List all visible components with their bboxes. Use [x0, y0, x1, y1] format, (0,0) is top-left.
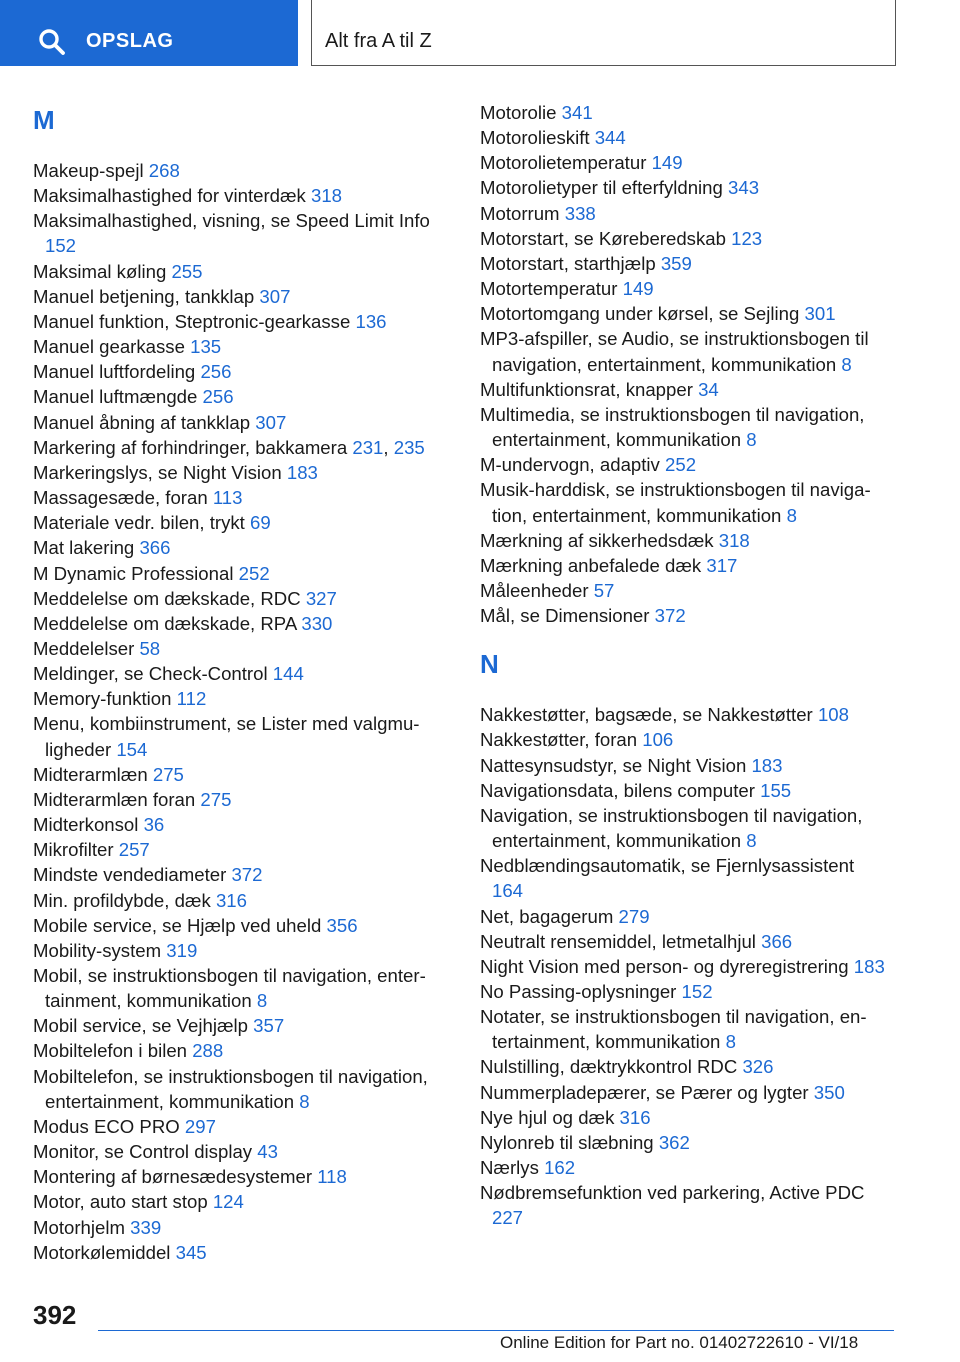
page-reference-link[interactable]: 36 — [143, 814, 165, 836]
page-reference-link[interactable]: 123 — [731, 227, 763, 249]
page-reference-link[interactable]: 279 — [618, 905, 650, 927]
index-entry-text: Motorrum — [480, 202, 560, 224]
index-entry — [33, 837, 443, 862]
index-entry — [480, 1155, 890, 1180]
index-entry-text: Nye hjul og dæk — [480, 1106, 615, 1128]
page-reference-link[interactable]: 257 — [118, 839, 150, 861]
index-entry — [480, 803, 890, 853]
index-entry — [480, 201, 890, 226]
index-entry — [33, 611, 443, 636]
index-entry — [480, 1080, 890, 1105]
index-letter-m: M — [33, 105, 55, 135]
page-reference-link[interactable]: 318 — [311, 185, 343, 207]
index-entry — [33, 862, 443, 887]
index-entry-text: Motorolietyper til efterfyldning — [480, 177, 723, 199]
index-entry — [33, 913, 443, 938]
index-entry — [480, 251, 890, 276]
page-reference-link[interactable]: 316 — [619, 1106, 651, 1128]
index-entry-text: Manuel åbning af tankklap — [33, 411, 251, 433]
index-entry-text: Måleenheder — [480, 579, 589, 601]
index-entry-text: Min. profildybde, dæk — [33, 889, 211, 911]
page-reference-link[interactable]: 359 — [660, 252, 692, 274]
index-entry-text: Motorstart, starthjælp — [480, 252, 656, 274]
page-reference-link[interactable]: 227 — [492, 1207, 524, 1229]
index-entries-n — [480, 702, 890, 1230]
index-entry — [480, 452, 890, 477]
index-entries-m-continued — [480, 100, 890, 628]
index-entry — [480, 904, 890, 929]
page-reference-link[interactable]: 183 — [853, 955, 885, 977]
search-tab-label: OPSLAG — [86, 30, 174, 52]
index-entry — [480, 377, 890, 402]
page-reference-link[interactable]: 350 — [813, 1081, 845, 1103]
index-entry — [33, 1013, 443, 1038]
index-entry-text: Manuel luftmængde — [33, 386, 198, 408]
page-reference-link[interactable]: 316 — [215, 889, 247, 911]
index-entry-text: Makeup-spejl — [33, 160, 144, 181]
page-reference-link[interactable]: 297 — [184, 1115, 216, 1137]
index-entry — [33, 762, 443, 787]
index-entry-text: Meddelelser — [33, 637, 135, 659]
page-reference-link[interactable]: 339 — [130, 1216, 162, 1238]
index-entry-text: Navigation, se instruktionsbogen til navigation, entertainment, kommunikation — [480, 804, 863, 852]
index-entry-text: Night Vision med person- og dyreregistrering — [480, 955, 849, 977]
index-letter-n: N — [480, 649, 499, 680]
page-reference-link[interactable]: 124 — [212, 1191, 244, 1213]
page-reference-link[interactable]: 341 — [561, 102, 593, 123]
page-reference-link[interactable]: 58 — [139, 637, 161, 659]
page-reference-link[interactable]: 8 — [786, 504, 797, 526]
page-reference-link[interactable]: 317 — [706, 554, 738, 576]
index-entry-text: Nattesynsudstyr, se Night Vision — [480, 754, 747, 776]
index-entry-text: Mindste vendediameter — [33, 864, 227, 886]
index-entry-text: Midterkonsol — [33, 814, 139, 836]
index-entry-text: Maksimalhastighed for vinterdæk — [33, 185, 306, 207]
index-entry — [33, 460, 443, 485]
index-entry — [480, 402, 890, 452]
page-reference-link[interactable]: 108 — [817, 704, 849, 726]
page-reference-link[interactable]: 8 — [746, 429, 757, 451]
index-entry — [480, 1130, 890, 1155]
index-entry-text: Midterarmlæn foran — [33, 788, 196, 810]
index-entry — [33, 1064, 443, 1114]
index-entry — [480, 553, 890, 578]
index-entry — [480, 477, 890, 527]
index-entry-text: Nødbremsefunktion ved parkering, Active PDC — [480, 1182, 865, 1204]
page-reference-link[interactable]: 43 — [257, 1141, 278, 1163]
index-entry-text: Mærkning anbefalede dæk — [480, 554, 702, 576]
index-entry-text: MP3-afspiller, se Audio, se instruktionsbogen til navigation, entertainment, kommunikation — [480, 328, 869, 375]
page-reference-link[interactable]: 34 — [698, 378, 719, 400]
page-reference-link[interactable]: 57 — [593, 579, 615, 601]
index-entry-text: Mikrofilter — [33, 839, 114, 861]
page-reference-link[interactable]: 112 — [176, 688, 207, 710]
page-reference-link[interactable]: 357 — [253, 1015, 285, 1037]
index-entry-text: Nummerpladepærer, se Pærer og lygter — [480, 1081, 809, 1103]
index-entry-text: Motorolieskift — [480, 127, 590, 149]
page-reference-link[interactable]: 338 — [564, 202, 596, 224]
index-entry-text: Mobil, se instruktionsbogen til navigation, entertainment, kommunikation — [33, 965, 426, 1012]
index-entry-text: Mobiltelefon i bilen — [33, 1040, 188, 1062]
index-entry — [33, 561, 443, 586]
index-entry — [480, 853, 890, 903]
index-entry — [480, 778, 890, 803]
index-entry — [33, 636, 443, 661]
page-reference-link[interactable]: 318 — [718, 529, 750, 551]
index-entry — [33, 1189, 443, 1214]
page-reference-link[interactable]: 8 — [299, 1090, 310, 1112]
index-entry — [33, 888, 443, 913]
index-entry — [33, 410, 443, 435]
index-entry — [33, 1038, 443, 1063]
index-entry-text: Motorkølemiddel — [33, 1241, 171, 1263]
index-entry — [33, 259, 443, 284]
page-reference-link[interactable]: 326 — [742, 1056, 774, 1078]
index-entry-text: Motorolietemperatur — [480, 152, 647, 174]
index-entry — [480, 727, 890, 752]
page-reference-link[interactable]: 252 — [665, 454, 697, 476]
index-entry-text: Midterarmlæn — [33, 763, 148, 785]
index-entry — [480, 150, 890, 175]
index-entry — [33, 787, 443, 812]
index-entry-text: Manuel betjening, tankklap — [33, 285, 255, 307]
page-reference-link[interactable]: 330 — [301, 612, 333, 634]
index-entry — [480, 1105, 890, 1130]
index-entry — [33, 686, 443, 711]
index-entry — [480, 954, 890, 979]
index-entry-text: Nylonreb til slæbning — [480, 1131, 654, 1153]
index-entry — [33, 208, 443, 258]
index-entry-text: Manuel funktion, Steptronic-gearkasse — [33, 310, 351, 332]
page-reference-link[interactable]: 162 — [544, 1157, 576, 1179]
page-reference-link[interactable]: 8 — [256, 990, 268, 1012]
index-entry — [480, 301, 890, 326]
search-icon — [38, 28, 66, 56]
index-entry — [33, 1240, 443, 1265]
page-reference-link[interactable]: 275 — [152, 763, 184, 785]
index-entry-text: Motortomgang under kørsel, se Sejling — [480, 303, 800, 325]
index-entry-text: Musik-harddisk, se instruktionsbogen til navigation, entertainment, kommunikation — [480, 479, 871, 526]
page-reference-link[interactable]: 268 — [148, 160, 180, 181]
index-entry-text: Mobility-system — [33, 939, 162, 961]
index-entry — [33, 158, 443, 183]
index-entry-text: Montering af børnesædesystemer — [33, 1166, 313, 1188]
page-reference-link[interactable]: 288 — [192, 1040, 224, 1062]
edition-text: Online Edition for Part no. 01402722610 - VI/18 — [500, 1333, 859, 1352]
index-entry-text: Motortemperatur — [480, 278, 618, 300]
index-entry — [480, 979, 890, 1004]
index-entry — [480, 226, 890, 251]
index-entry — [33, 535, 443, 560]
page-reference-link[interactable]: 256 — [202, 386, 234, 408]
index-entry-text: Maksimalhastighed, visning, se Speed Limit Info — [33, 210, 430, 232]
index-entry — [33, 510, 443, 535]
page-reference-link[interactable]: 319 — [166, 939, 198, 961]
page-reference-link[interactable]: 275 — [200, 788, 232, 810]
index-entry-text: Manuel gearkasse — [33, 336, 185, 358]
index-entry-text: Mobil service, se Vejhjælp — [33, 1015, 248, 1037]
page-reference-link[interactable]: 8 — [746, 830, 757, 852]
page-reference-link[interactable]: 8 — [725, 1031, 736, 1053]
page-reference-link[interactable]: 256 — [200, 361, 232, 383]
index-entry — [33, 1139, 443, 1164]
index-entry-text: Mærkning af sikkerhedsdæk — [480, 529, 714, 551]
index-entry — [33, 334, 443, 359]
index-entry-text: M-undervogn, adaptiv — [480, 454, 660, 476]
page-reference-link[interactable]: 152 — [681, 981, 713, 1002]
page-reference-link[interactable]: 301 — [804, 303, 836, 325]
index-entry — [33, 711, 443, 761]
index-entry-text: Manuel luftfordeling — [33, 361, 196, 383]
index-entry-text: Monitor, se Control display — [33, 1141, 253, 1163]
index-entry — [480, 603, 890, 628]
index-entry — [480, 125, 890, 150]
page-reference-link[interactable]: 8 — [841, 353, 852, 375]
page-header — [0, 0, 960, 66]
page-reference-link[interactable]: 362 — [658, 1131, 690, 1153]
page-reference-link[interactable]: 183 — [751, 754, 783, 776]
index-entry — [480, 528, 890, 553]
page-reference-link[interactable]: 69 — [250, 512, 271, 534]
page-reference-link[interactable]: 366 — [761, 930, 793, 952]
index-entry-text: Navigationsdata, bilens computer — [480, 779, 755, 801]
index-entry — [33, 485, 443, 510]
page-reference-link[interactable]: 345 — [175, 1241, 207, 1263]
page-reference-link[interactable]: 149 — [651, 152, 683, 174]
page-reference-link[interactable]: 327 — [305, 587, 337, 609]
index-entry-text: Motorolie — [480, 102, 557, 123]
page-reference-link[interactable]: 106 — [642, 729, 674, 751]
section-header — [311, 0, 896, 66]
index-entry — [480, 276, 890, 301]
section-title: Alt fra A til Z — [325, 30, 432, 52]
page-reference-link[interactable]: 149 — [622, 278, 654, 300]
index-entry-text: Motor, auto start stop — [33, 1191, 208, 1213]
index-entry-text: Nærlys — [480, 1157, 539, 1179]
page-reference-link[interactable]: 255 — [171, 260, 203, 282]
index-entry-text: Multifunktionsrat, knapper — [480, 378, 693, 400]
index-entry-text: Nedblændingsautomatik, se Fjernlysassistent — [480, 855, 855, 877]
index-entry-text: Mål, se Dimensioner — [480, 605, 650, 627]
index-entry-text: No Passing-oplysninger — [480, 981, 677, 1002]
index-entry — [480, 578, 890, 603]
index-entry — [33, 384, 443, 409]
index-entry-text: Nakkestøtter, foran — [480, 729, 638, 751]
index-entry — [33, 586, 443, 611]
page-reference-link[interactable]: 252 — [238, 562, 270, 584]
index-entry-text: Net, bagagerum — [480, 905, 614, 927]
index-entry — [480, 1180, 890, 1230]
index-column-left — [33, 100, 443, 1265]
index-entry-text: Meddelelse om dækskade, RPA — [33, 612, 297, 634]
page-reference-link[interactable]: 154 — [116, 738, 148, 760]
index-entry-text: Nulstilling, dæktrykkontrol RDC — [480, 1056, 738, 1078]
page-reference-link[interactable]: 366 — [139, 537, 171, 559]
index-entry-text: Massagesæde, foran — [33, 487, 208, 509]
index-entries-m — [33, 158, 443, 1265]
index-entry-text: Nakkestøtter, bagsæde, se Nakkestøtter — [480, 704, 813, 726]
index-entry — [480, 326, 890, 376]
page-reference-link[interactable]: 164 — [492, 880, 524, 902]
page-reference-link[interactable]: 135 — [190, 336, 222, 358]
page-reference-link[interactable]: 144 — [272, 663, 304, 685]
footer-divider — [98, 1330, 894, 1331]
page-reference-link[interactable]: 307 — [259, 285, 291, 307]
index-entry — [33, 284, 443, 309]
index-entry — [480, 175, 890, 200]
index-entry-text: Memory-funktion — [33, 688, 172, 710]
index-entry-text: Neutralt rensemiddel, letmetalhjul — [480, 930, 756, 952]
index-entry — [33, 1164, 443, 1189]
index-entry-text: Menu, kombiinstrument, se Lister med valgmuligheder — [33, 713, 420, 760]
index-entry-text: Motorhjelm — [33, 1216, 125, 1238]
page-reference-link[interactable]: 344 — [594, 127, 626, 149]
index-entry — [33, 963, 443, 1013]
index-entry-text: Modus ECO PRO — [33, 1115, 180, 1137]
index-entry-text: Mat lakering — [33, 537, 135, 559]
page-reference-link[interactable]: 136 — [355, 310, 387, 332]
page-reference-link[interactable]: 152 — [45, 235, 77, 257]
index-entry-text: Mobile service, se Hjælp ved uheld — [33, 914, 322, 936]
index-entry-text: Multimedia, se instruktionsbogen til navigation, entertainment, kommunikation — [480, 403, 865, 451]
page-reference-link[interactable]: 372 — [654, 605, 686, 627]
page-reference-link[interactable]: 118 — [317, 1166, 347, 1188]
index-entry — [33, 309, 443, 334]
index-entry-text: Motorstart, se Køreberedskab — [480, 227, 726, 249]
page-reference-link[interactable]: 235 — [393, 436, 425, 458]
index-entry-text: Meldinger, se Check-Control — [33, 663, 268, 685]
index-entry — [480, 1054, 890, 1079]
index-entry — [480, 929, 890, 954]
index-entry-text: Materiale vedr. bilen, trykt — [33, 512, 245, 534]
index-entry — [33, 359, 443, 384]
index-entry-text: Markering af forhindringer, bakkamera — [33, 436, 348, 458]
index-entry — [480, 1004, 890, 1054]
page-reference-link[interactable]: 155 — [760, 779, 792, 801]
index-entry-text: Notater, se instruktionsbogen til navigation, entertainment, kommunikation — [480, 1006, 867, 1053]
index-entry-text: Meddelelse om dækskade, RDC — [33, 587, 301, 609]
page-reference-link[interactable]: 113 — [212, 487, 243, 509]
index-entry — [33, 812, 443, 837]
index-entry-text: Mobiltelefon, se instruktionsbogen til navigation, entertainment, kommunikation — [33, 1065, 428, 1112]
index-entry-text: Maksimal køling — [33, 260, 167, 282]
footer-edition — [500, 1333, 858, 1353]
index-entry: Markering af forhindringer, bakkamera 231, 235 — [33, 436, 425, 458]
page-reference-link[interactable]: 343 — [728, 177, 760, 199]
page-reference-link[interactable]: 307 — [255, 411, 287, 433]
index-entry — [33, 661, 443, 686]
page-reference-link[interactable]: 372 — [231, 864, 263, 886]
index-entry — [33, 1114, 443, 1139]
search-tab[interactable] — [0, 0, 298, 66]
index-entry — [480, 702, 890, 727]
index-entry — [480, 753, 890, 778]
index-entry — [480, 100, 890, 125]
index-entry — [33, 938, 443, 963]
index-entry-text: M Dynamic Professional — [33, 562, 234, 584]
page-number: 392 — [33, 1300, 77, 1330]
page-reference-link[interactable]: 231 — [352, 436, 384, 458]
index-entry — [33, 183, 443, 208]
page-reference-link[interactable]: 183 — [286, 461, 318, 483]
page-reference-link[interactable]: 356 — [326, 914, 358, 936]
index-entry-text: Markeringslys, se Night Vision — [33, 461, 282, 483]
index-column-right — [480, 100, 890, 1231]
index-entry — [33, 1215, 443, 1240]
